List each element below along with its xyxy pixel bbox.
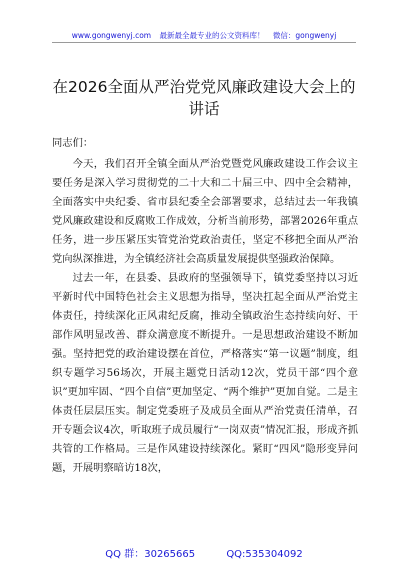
footer-contact: [0, 545, 408, 560]
header-banner: [0, 30, 408, 41]
header-divider: [52, 42, 356, 43]
qq-group-text: QQ 群：30265665: [105, 549, 196, 560]
website-link[interactable]: www.gongwenyj.com: [71, 31, 152, 40]
wechat-text: 微信：gongwenyj: [272, 31, 337, 40]
document-body: [52, 134, 358, 478]
document-title: 在2026全面从严治党党风廉政建设大会上的讲话: [52, 78, 356, 118]
paragraph-2: 过去一年，在县委、县政府的坚强领导下，镇党委坚持以习近平新时代中国特色社会主义思想为指导，坚决扛起全面从严治党主体责任，持续深化正风肃纪反腐，推动全镇政治生态持续向好、干部作风明显改善、群众满意度不断提升。一是思想政治建设不断加强。坚持把党的政治建设摆在首位，严格落实“第一议题”制度，组织专题学习56场次，开展主题党日活动12次，党员干部“四个意识”更加牢固、“四个自信”更加坚定、“两个维护”更加自觉。二是主体责任层层压实。制定党委班子及成员全面从严治党责任清单，召开专题会议4次，听取班子成员履行“一岗双责”情况汇报，形成齐抓共管的工作格局。三是作风建设持续深化。紧盯“四风”隐形变异问题，开展明察暗访18次，: [52, 272, 358, 474]
qq-text: QQ:535304092: [226, 549, 303, 560]
paragraph-1: 今天，我们召开全镇全面从严治党暨党风廉政建设工作会议主要任务是深入学习贯彻党的二十大和二十届三中、四中全会精神，全面落实中央纪委、省市县纪委全会部署要求，总结过去一年我镇党风廉政建设和反腐败工作成效，分析当前形势，部署2026年重点任务，进一步压紧压实管党治党政治责任，坚定不移把全面从严治党向纵深推进，为全镇经济社会高质量发展提供坚强政治保障。: [52, 158, 358, 265]
slogan-text: 最新最全最专业的公文资料库！: [159, 31, 265, 40]
salutation: 同志们：: [52, 137, 94, 149]
